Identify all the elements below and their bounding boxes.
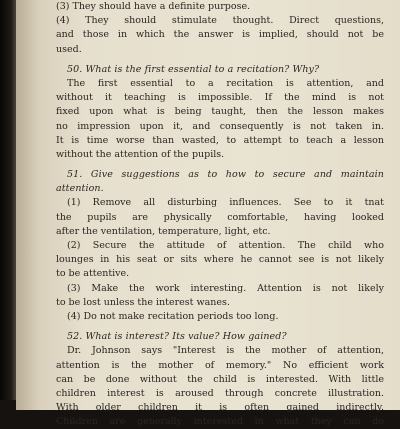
list-item: (4) Do not make recitation periods too long. [67, 310, 279, 322]
list-item: (3) They should have a definite purpose. [56, 1, 251, 12]
paragraph-line: fixed upon what is being taught, then the lesson makes [56, 106, 384, 118]
paragraph-line: without it teaching is impossible. If the mind is not [56, 92, 384, 104]
question-heading-51-continuation: attention. [56, 183, 104, 195]
book-page [16, 0, 400, 428]
list-item-continuation: used. [56, 43, 82, 55]
list-item-continuation: to be attentive. [56, 268, 130, 280]
list-item-continuation: and those in which the answer is implied, should not be [56, 29, 384, 41]
list-item: (2) Secure the attitude of attention. The child who [67, 240, 384, 251]
question-heading-52: 52. What is interest? Its value? How gained? [67, 331, 287, 343]
paragraph-line: children interest is aroused through concrete illustration. [56, 387, 384, 399]
list-item-continuation: the pupils are physically comfortable, having looked [56, 211, 384, 223]
question-heading-50: 50. What is the first essential to a recitation? Why? [67, 63, 320, 75]
list-item: (1) Remove all disturbing influences. See to it tnat [67, 197, 384, 209]
paragraph-line: Dr. Johnson says "Interest is the mother of attention, [67, 345, 384, 357]
paragraph-line: can be done without the child is interested. With little [56, 373, 384, 385]
list-item-continuation: to be lost unless the interest wanes. [56, 296, 230, 308]
paragraph-line: The first essential to a recitation is attention, and [67, 77, 384, 89]
list-item: (3) Make the work interesting. Attention is not likely [67, 282, 384, 294]
page-text [56, 0, 384, 429]
paragraph-line: Children are generally interested in what they can do [56, 416, 384, 428]
list-item-continuation: after the ventilation, temperature, light, etc. [56, 225, 271, 237]
list-item: (4) They should stimulate thought. Direct questions, [56, 15, 384, 27]
paragraph-line: attention is the mother of memory." No efficient work [56, 359, 384, 371]
paragraph-line: without the attention of the pupils. [56, 148, 225, 160]
question-heading-51: 51. Give suggestions as to how to secure and maintain [67, 169, 384, 181]
paragraph-line: It is time worse than wasted, to attempt to teach a lesson [56, 134, 384, 146]
list-item-continuation: lounges in his seat or sits where he cannot see is not likely [56, 254, 384, 266]
paragraph-line: With older children it is often gained indirectly. [56, 402, 384, 414]
paragraph-line: no impression upon it, and consequently is not taken in. [56, 120, 384, 132]
